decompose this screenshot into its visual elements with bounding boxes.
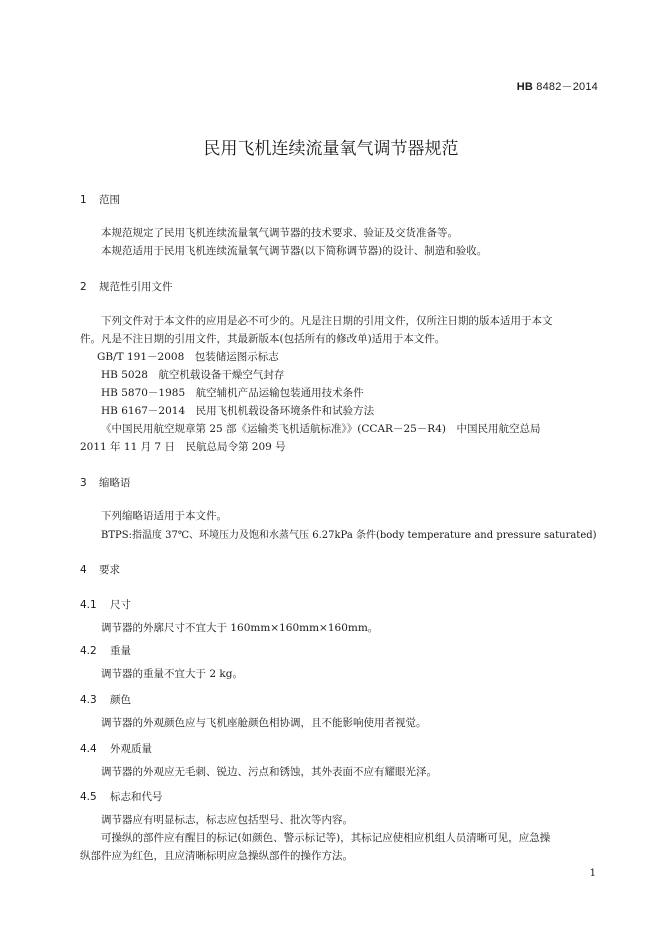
section-number: 4: [80, 564, 87, 576]
section-4-5-heading: [80, 789, 163, 804]
paragraph-line: 下列文件对于本文件的应用是必不可少的。凡是注日期的引用文件，仅所注日期的版本适用于本文: [101, 315, 553, 327]
section-title: 要求: [99, 564, 120, 576]
paragraph-line: 调节器应有明显标志，标志应包括型号、批次等内容。: [101, 814, 353, 826]
paragraph-line: 2011 年 11 月 7 日 民航总局令第 209 号: [80, 441, 286, 453]
section-4-2-heading: [80, 643, 131, 658]
section-title: 尺寸: [110, 599, 131, 611]
paragraph-line: 调节器的外廓尺寸不宜大于 160mm×160mm×160mm。: [101, 622, 379, 634]
section-number: 1: [80, 194, 87, 206]
reference-item: HB 5870－1985 航空辅机产品运输包装通用技术条件: [101, 387, 364, 399]
document-title: 民用飞机连续流量氧气调节器规范: [203, 139, 459, 159]
paragraph-line: 下列缩略语适用于本文件。: [101, 510, 227, 522]
section-number: 4.4: [80, 743, 97, 755]
section-1-heading: [80, 192, 120, 207]
paragraph-line: 调节器的重量不宜大于 2 kg。: [101, 668, 243, 680]
section-number: 4.5: [80, 791, 97, 803]
section-number: 4.3: [80, 694, 97, 706]
paragraph-line: 调节器的外观颜色应与飞机座舱颜色相协调，且不能影响使用者视觉。: [101, 717, 427, 729]
paragraph-line: 本规范规定了民用飞机连续流量氧气调节器的技术要求、验证及交货准备等。: [101, 227, 458, 239]
paragraph-line: 可操纵的部件应有醒目的标记(如颜色、警示标记等)，其标记应使相应机组人员清晰可见，应急操: [101, 832, 551, 844]
paragraph-line: 纵部件应为红色，且应清晰标明应急操纵部件的操作方法。: [80, 850, 353, 862]
section-number: 3: [80, 477, 87, 489]
reference-item: GB/T 191－2008 包装储运图示标志: [97, 351, 279, 363]
section-number: 2: [80, 281, 87, 293]
section-title: 颜色: [110, 694, 131, 706]
paragraph-line: 调节器的外观应无毛刺、锐边、污点和锈蚀，其外表面不应有耀眼光泽。: [101, 766, 437, 778]
section-3-heading: [80, 475, 131, 490]
document-code-number: 8482－2014: [533, 81, 598, 93]
section-4-heading: [80, 562, 120, 577]
paragraph-line: 本规范适用于民用飞机连续流量氧气调节器(以下简称调节器)的设计、制造和验收。: [101, 245, 488, 257]
section-title: 范围: [99, 194, 120, 206]
section-title: 缩略语: [99, 477, 131, 489]
document-code: [517, 78, 598, 94]
document-code-prefix: HB: [516, 81, 533, 93]
paragraph-line: BTPS:指温度 37℃、环境压力及饱和水蒸气压 6.27kPa 条件(body temperature and pressure saturated): [101, 530, 597, 541]
section-title: 标志和代号: [110, 791, 163, 803]
section-2-heading: [80, 279, 173, 294]
section-number: 4.2: [80, 645, 97, 657]
section-4-4-heading: [80, 741, 152, 756]
section-4-3-heading: [80, 692, 131, 707]
reference-item: 《中国民用航空规章第 25 部《运输类飞机适航标准》》(CCAR－25－R4) 中国民用航空总局: [101, 423, 541, 435]
section-number: 4.1: [80, 599, 97, 611]
reference-item: HB 6167－2014 民用飞机机载设备环境条件和试验方法: [101, 405, 375, 417]
section-title: 规范性引用文件: [99, 281, 173, 293]
section-title: 外观质量: [110, 743, 152, 755]
page-number: 1: [589, 868, 596, 879]
section-4-1-heading: [80, 597, 131, 612]
paragraph-line: 件。凡是不注日期的引用文件，其最新版本(包括所有的修改单)适用于本文件。: [80, 333, 446, 345]
reference-item: HB 5028 航空机载设备干燥空气封存: [101, 369, 285, 381]
section-title: 重量: [110, 645, 131, 657]
